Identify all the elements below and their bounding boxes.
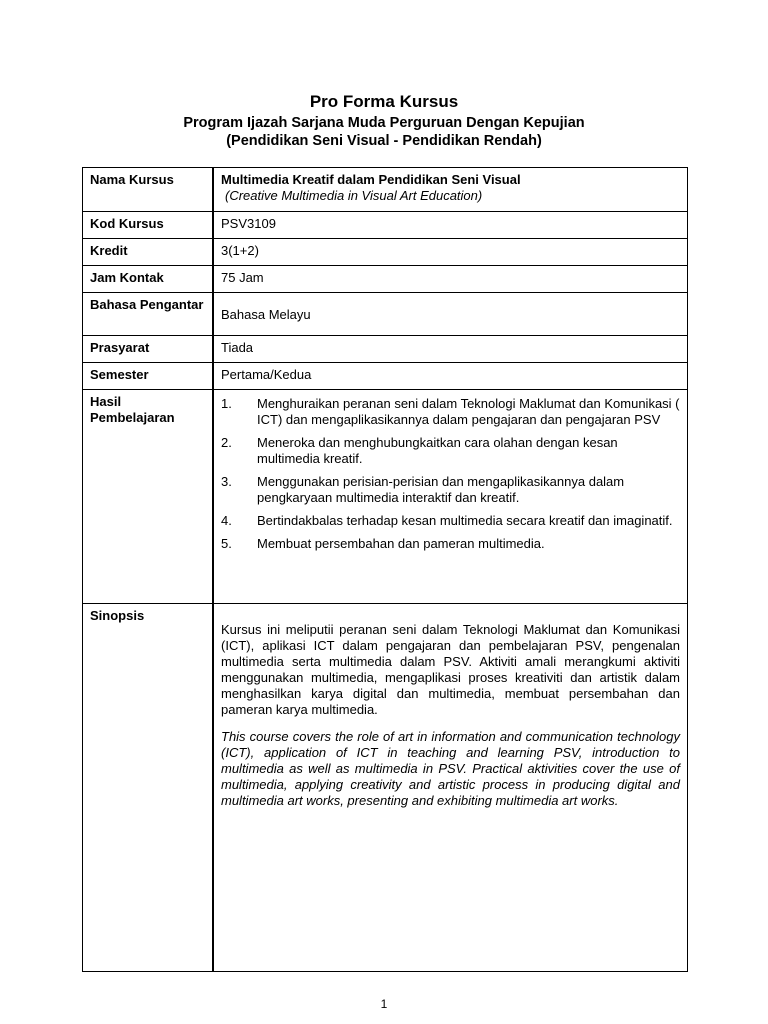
outcome-number: 2. — [221, 435, 232, 450]
course-name-cell — [213, 168, 688, 212]
page-number: 1 — [380, 997, 388, 1011]
course-name-label: Nama Kursus — [83, 168, 214, 212]
learning-outcomes-label: Hasil Pembelajaran — [83, 390, 214, 604]
course-code-value: PSV3109 — [213, 212, 688, 239]
synopsis-row — [83, 604, 688, 972]
credit-row — [83, 239, 688, 266]
outcome-text: Bertindakbalas terhadap kesan multimedia secara kreatif dan imaginatif. — [257, 513, 673, 528]
prerequisite-row — [83, 336, 688, 363]
list-item — [221, 435, 680, 467]
credit-label: Kredit — [83, 239, 214, 266]
language-value: Bahasa Melayu — [213, 293, 688, 336]
outcome-number: 3. — [221, 474, 232, 489]
credit-value: 3(1+2) — [213, 239, 688, 266]
semester-row — [83, 363, 688, 390]
outcome-number: 4. — [221, 513, 232, 528]
outcome-number: 5. — [221, 536, 232, 551]
course-code-label: Kod Kursus — [83, 212, 214, 239]
synopsis-label: Sinopsis — [83, 604, 214, 972]
course-name-value: Multimedia Kreatif dalam Pendidikan Seni Visual — [221, 172, 521, 187]
outcome-text: Membuat persembahan dan pameran multimedia. — [257, 536, 545, 551]
course-code-row — [83, 212, 688, 239]
language-row — [83, 293, 688, 336]
list-item — [221, 536, 680, 552]
language-label: Bahasa Pengantar — [83, 293, 214, 336]
synopsis-malay: Kursus ini meliputii peranan seni dalam Teknologi Maklumat dan Komunikasi (ICT), aplikasi ICT dalam pengajaran dan pembelajaran PSV, pengenalan multimedia serta multimedia dalam PSV. Aktiviti amali merangkumi aktiviti menggunakan multimedia, mengaplikasi proses kreativiti dan artistik dalam menghasilkan karya digital dan multimedia, membuat persembahan dan pameran karya multimedia. — [221, 622, 680, 717]
learning-outcomes-cell — [213, 390, 688, 604]
list-item — [221, 474, 680, 506]
contact-hours-label: Jam Kontak — [83, 266, 214, 293]
synopsis-english: This course covers the role of art in information and communication technology (ICT), application of ICT in teaching and learning PSV, introduction to multimedia as well as multimedia in PSV. Practical aktivities cover the use of multimedia, applying creativity and artistic process in producing digital and multimedia art works, presenting and exhibiting multimedia art works. — [221, 729, 680, 808]
outcome-text: Meneroka dan menghubungkaitkan cara olahan dengan kesan multimedia kreatif. — [257, 435, 618, 466]
synopsis-cell — [213, 604, 688, 972]
course-name-row — [83, 168, 688, 212]
prerequisite-label: Prasyarat — [83, 336, 214, 363]
outcome-text: Menggunakan perisian-perisian dan mengaplikasikannya dalam pengkaryaan multimedia interaktif dan kreatif. — [257, 474, 625, 505]
list-item — [221, 396, 680, 428]
learning-outcomes-list — [221, 396, 680, 552]
contact-hours-row — [83, 266, 688, 293]
outcome-number: 1. — [221, 396, 232, 411]
page-title: Pro Forma Kursus — [309, 92, 459, 111]
course-name-english: (Creative Multimedia in Visual Art Education) — [225, 188, 483, 203]
outcome-text: Menghuraikan peranan seni dalam Teknologi Maklumat dan Komunikasi ( ICT) dan mengaplikasikannya dalam pengajaran dan pengajaran PSV — [257, 396, 680, 427]
course-proforma-table — [82, 167, 688, 972]
semester-label: Semester — [83, 363, 214, 390]
contact-hours-value: 75 Jam — [213, 266, 688, 293]
list-item — [221, 513, 680, 529]
learning-outcomes-row — [83, 390, 688, 604]
semester-value: Pertama/Kedua — [213, 363, 688, 390]
prerequisite-value: Tiada — [213, 336, 688, 363]
program-specialization: (Pendidikan Seni Visual - Pendidikan Rendah) — [226, 133, 542, 149]
program-subtitle: Program Ijazah Sarjana Muda Perguruan Dengan Kepujian — [183, 115, 585, 131]
